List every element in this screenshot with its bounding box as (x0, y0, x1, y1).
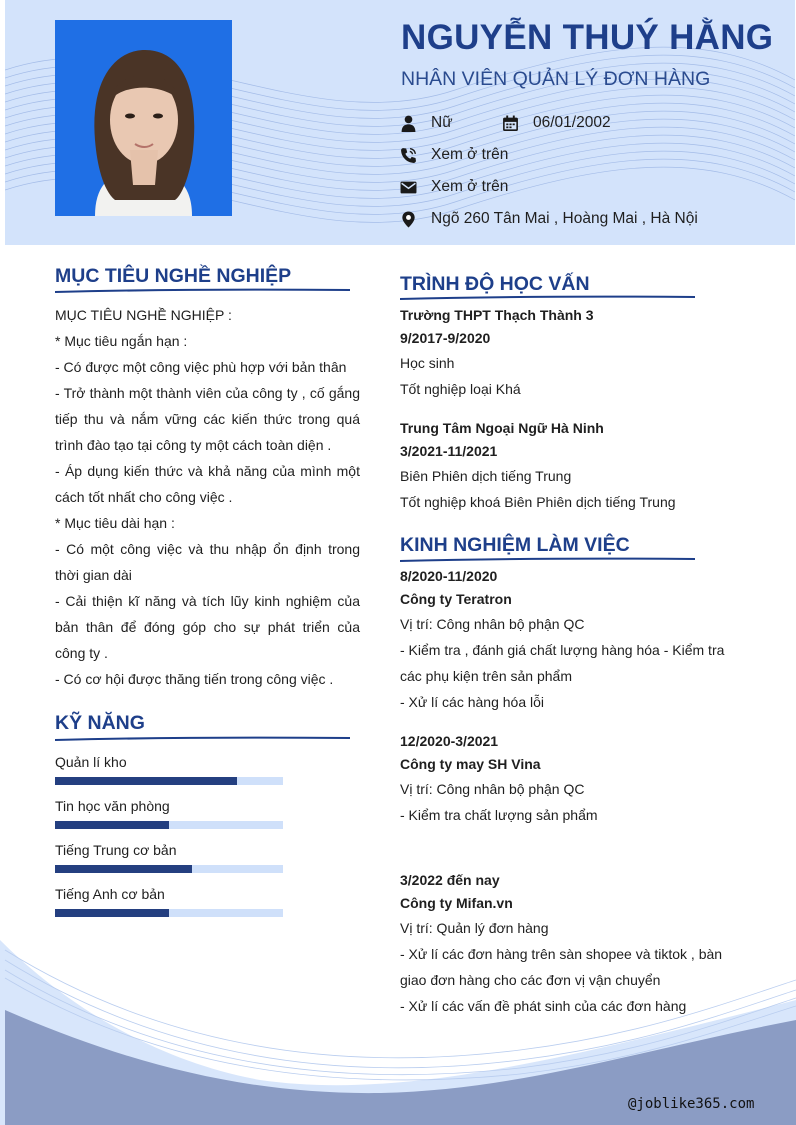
skill-bar-fill (55, 865, 192, 873)
phone-value: Xem ở trên (431, 146, 509, 163)
objective-line: - Áp dụng kiến thức và khả năng của mình một cách tốt nhất cho công việc . (55, 463, 360, 505)
email-row (400, 176, 508, 198)
birthday-row (502, 112, 611, 134)
education-period: 3/2021-11/2021 (400, 443, 498, 459)
skill-bar-track (55, 821, 283, 829)
education-period: 9/2017-9/2020 (400, 330, 491, 346)
education-result: Tốt nghiệp khoá Biên Phiên dịch tiếng Trung (400, 494, 676, 510)
education-major: Biên Phiên dịch tiếng Trung (400, 468, 572, 484)
location-icon (400, 211, 417, 228)
education-title-underline (400, 295, 695, 301)
school-name: Trung Tâm Ngoại Ngữ Hà Ninh (400, 420, 604, 436)
calendar-icon (502, 115, 519, 132)
education-title: TRÌNH ĐỘ HỌC VẤN (400, 273, 590, 295)
skill-bar-track (55, 909, 283, 917)
skills-title: KỸ NĂNG (55, 712, 145, 734)
skill-item (55, 840, 283, 873)
job-position: NHÂN VIÊN QUẢN LÝ ĐƠN HÀNG (401, 68, 711, 90)
skill-bar-fill (55, 909, 169, 917)
address-value: Ngõ 260 Tân Mai , Hoàng Mai , Hà Nội (431, 210, 698, 227)
watermark-text: @joblike365.com (628, 1096, 755, 1112)
experience-line: - Kiểm tra chất lượng sản phẩm (400, 807, 598, 823)
experience-item (400, 730, 740, 828)
candidate-name: NGUYỄN THUÝ HẰNG (401, 18, 774, 57)
education-item (400, 304, 740, 402)
skill-item (55, 752, 283, 785)
experience-period: 8/2020-11/2020 (400, 568, 498, 584)
experience-line: Vị trí: Công nhân bộ phận QC (400, 781, 585, 797)
skill-bar-fill (55, 821, 169, 829)
objective-line: - Có cơ hội được thăng tiến trong công việc . (55, 671, 334, 687)
experience-title-underline (400, 557, 695, 563)
skill-item (55, 884, 283, 917)
profile-photo (55, 20, 232, 216)
person-icon (400, 115, 417, 132)
experience-item (400, 869, 740, 1019)
objective-line: - Cải thiện kĩ năng và tích lũy kinh nghiệm của bản thân để đóng góp cho sự phát triển của công ty . (55, 593, 360, 661)
experience-item (400, 565, 740, 715)
email-value: Xem ở trên (431, 178, 509, 195)
objective-title: MỤC TIÊU NGHỀ NGHIỆP (55, 265, 292, 287)
school-name: Trường THPT Thạch Thành 3 (400, 307, 594, 323)
skill-bar-track (55, 865, 283, 873)
email-icon (400, 179, 417, 196)
phone-icon (400, 147, 417, 164)
experience-period: 3/2022 đến nay (400, 872, 500, 888)
skill-item (55, 796, 283, 829)
birthday-value: 06/01/2002 (533, 114, 611, 131)
skill-name: Tin học văn phòng (55, 798, 170, 814)
objective-line: * Mục tiêu ngắn hạn : (55, 333, 188, 349)
education-major: Học sinh (400, 355, 455, 371)
objective-line: - Có được một công việc phù hợp với bản thân (55, 359, 347, 375)
experience-line: Vị trí: Quản lý đơn hàng (400, 920, 549, 936)
objective-line: MỤC TIÊU NGHỀ NGHIỆP : (55, 307, 232, 323)
skill-bar-track (55, 777, 283, 785)
company-name: Công ty may SH Vina (400, 756, 541, 772)
experience-line: Vị trí: Công nhân bộ phận QC (400, 616, 585, 632)
education-result: Tốt nghiệp loại Khá (400, 381, 521, 397)
objective-line: * Mục tiêu dài hạn : (55, 515, 175, 531)
company-name: Công ty Teratron (400, 591, 512, 607)
objective-text (55, 302, 360, 692)
gender-row (400, 112, 453, 134)
experience-title: KINH NGHIỆM LÀM VIỆC (400, 534, 630, 556)
company-name: Công ty Mifan.vn (400, 895, 513, 911)
skills-title-underline (55, 736, 350, 742)
skill-name: Tiếng Trung cơ bản (55, 842, 177, 858)
experience-line: - Xử lí các hàng hóa lỗi (400, 694, 545, 710)
objective-line: - Trở thành một thành viên của công ty , cố gắng tiếp thu và nắm vững các kiến thức trong quá trình đào tạo tại công ty một cách toàn diện . (55, 385, 360, 453)
objective-title-underline (55, 288, 350, 294)
education-item (400, 417, 740, 515)
skill-bar-fill (55, 777, 237, 785)
skill-name: Quản lí kho (55, 754, 127, 770)
experience-line: - Xử lí các đơn hàng trên sàn shopee và tiktok , bàn giao đơn hàng cho các đơn vị vận chuyển (400, 946, 723, 988)
phone-row (400, 144, 508, 166)
experience-period: 12/2020-3/2021 (400, 733, 499, 749)
skill-name: Tiếng Anh cơ bản (55, 886, 165, 902)
objective-line: - Có một công việc và thu nhập ổn định trong thời gian dài (55, 541, 360, 583)
address-row (400, 208, 698, 230)
experience-line: - Kiểm tra , đánh giá chất lượng hàng hóa - Kiểm tra các phụ kiện trên sản phẩm (400, 642, 725, 684)
gender-value: Nữ (431, 114, 453, 131)
experience-line: - Xử lí các vấn đề phát sinh của các đơn hàng (400, 998, 687, 1014)
